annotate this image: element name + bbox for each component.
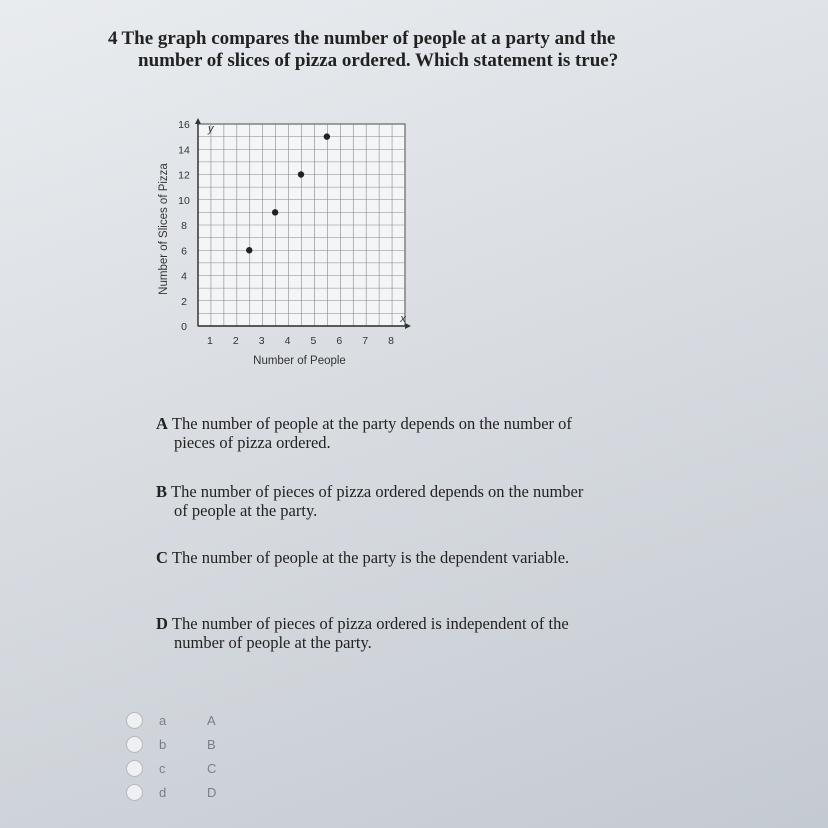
answer-row-b[interactable] (126, 732, 216, 756)
y-tick-label: 8 (181, 220, 187, 232)
y-tick-label: 16 (178, 119, 190, 131)
data-point (298, 171, 304, 177)
x-tick-label: 1 (206, 335, 213, 347)
question-text: The graph compares the number of people at a party and the number of slices of pizza ordered. Which statement is true? (121, 28, 619, 71)
radio-button[interactable] (126, 736, 143, 753)
x-tick-label: 4 (284, 335, 291, 347)
option-text: The number of people at the party depends on the number of pieces of pizza ordered. (171, 414, 572, 452)
x-tick-label: 2 (232, 335, 239, 347)
x-axis-title: Number of People (253, 355, 346, 367)
y-tick-label: 4 (181, 270, 187, 283)
answer-choices (126, 708, 216, 804)
y-tick-label: 14 (178, 144, 190, 157)
answer-key: b (159, 736, 167, 752)
x-tick-label: 3 (258, 335, 265, 347)
y-axis-title: Number of Slices of Pizza (158, 163, 170, 295)
y-axis-letter: y (208, 123, 214, 135)
data-point (324, 133, 330, 139)
option-letter: B (156, 482, 168, 501)
answer-value: A (207, 712, 216, 728)
answer-value: B (207, 736, 216, 752)
option-text: The number of people at the party is the dependent variable. (171, 548, 570, 567)
radio-button[interactable] (126, 760, 143, 777)
answer-row-a[interactable] (126, 708, 216, 732)
question-text-block (108, 28, 628, 72)
x-axis-arrow (405, 323, 411, 329)
y-tick-label: 0 (181, 321, 187, 333)
y-tick-label: 2 (181, 295, 187, 308)
question (108, 28, 628, 72)
y-tick-label: 12 (178, 169, 190, 182)
option-text: The number of pieces of pizza ordered is independent of the number of people at the party. (171, 614, 569, 652)
option-c (156, 548, 586, 567)
data-point (272, 209, 278, 215)
answer-value: D (207, 784, 217, 800)
answer-value: C (207, 760, 217, 776)
y-tick-label: 10 (178, 194, 190, 207)
chart-svg (150, 112, 420, 382)
scatter-chart (150, 112, 420, 382)
option-letter: A (156, 414, 168, 433)
question-number: 4 (108, 28, 118, 49)
y-axis-arrow (195, 118, 201, 124)
option-b (156, 482, 586, 520)
radio-button[interactable] (126, 712, 143, 729)
answer-key: c (159, 760, 166, 776)
radio-button[interactable] (126, 784, 143, 801)
x-tick-label: 6 (336, 335, 343, 347)
option-a (156, 414, 586, 452)
x-tick-label: 7 (362, 335, 369, 347)
data-point (246, 247, 252, 253)
answer-key: d (159, 784, 167, 800)
option-d (156, 614, 586, 652)
option-letter: D (156, 614, 168, 633)
x-tick-label: 5 (310, 335, 317, 347)
x-axis-letter: x (400, 313, 406, 325)
answer-row-c[interactable] (126, 756, 216, 780)
option-letter: C (156, 548, 168, 567)
answer-row-d[interactable] (126, 780, 216, 804)
option-text: The number of pieces of pizza ordered depends on the number of people at the party. (171, 482, 584, 520)
y-tick-label: 6 (181, 245, 187, 258)
x-tick-label: 8 (388, 335, 394, 347)
answer-key: a (159, 712, 167, 728)
